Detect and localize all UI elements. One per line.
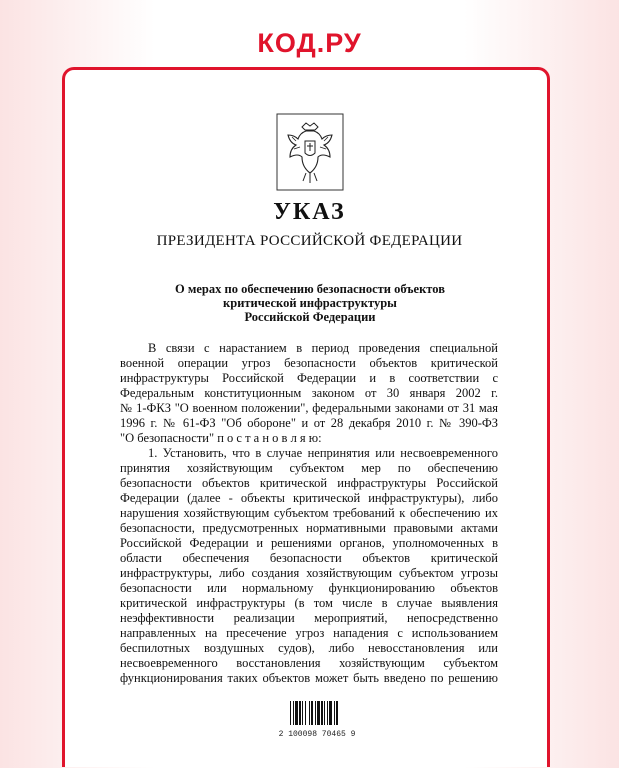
body-line: № 1-ФКЗ "О военном положении", федеральными законами от 31 мая <box>120 401 498 415</box>
body-line: несвоевременного восстановления хозяйствующим субъектом <box>120 656 498 670</box>
heading-line: Российской Федерации <box>244 310 376 324</box>
body-line: военной операции угроз безопасности объектов критической <box>120 356 498 370</box>
body-line: "О безопасности" п о с т а н о в л я ю: <box>120 431 322 445</box>
document-subtitle: ПРЕЗИДЕНТА РОССИЙСКОЙ ФЕДЕРАЦИИ <box>156 233 463 249</box>
body-line: инфраструктуры Российской Федерации и в соответствии с <box>120 371 498 385</box>
body-line: нарушения хозяйствующим субъектом требований к обеспечению их <box>120 506 498 520</box>
document-title: УКАЗ <box>273 199 346 225</box>
heading-line: критической инфраструктуры <box>223 296 397 310</box>
document-heading <box>150 282 470 324</box>
body-line: Федеральным конституционным законом от 30 января 2002 г. <box>120 386 498 400</box>
body-line: функционирования таких объектов может быть введено по решению <box>120 671 498 685</box>
body-line: направленных на пресечение угроз нападения с использованием <box>120 626 498 640</box>
body-line: 1. Установить, что в случае непринятия или несвоевременного <box>148 446 498 460</box>
body-line: 1996 г. № 61-ФЗ "Об обороне" и от 28 декабря 2010 г. № 390-ФЗ <box>120 416 498 430</box>
body-line: Российской Федерации и решениями органов, уполномоченных в <box>120 536 498 550</box>
coat-of-arms-icon <box>276 113 344 191</box>
body-line: критической инфраструктуры (в том числе в случае выявления <box>120 596 498 610</box>
body-line: В связи с нарастанием в период проведения специальной <box>148 341 498 355</box>
body-line: безопасности или нормальному функционированию объектов <box>120 581 498 595</box>
document-body <box>120 341 498 686</box>
barcode-icon <box>289 697 357 727</box>
body-line: Федерации (далее - объекты критической инфраструктуры), либо <box>120 491 498 505</box>
body-line: безопасности объектов критической инфраструктуры Российской <box>120 476 498 490</box>
barcode-number: 2 100098 70465 9 <box>278 730 356 739</box>
heading-line: О мерах по обеспечению безопасности объектов <box>175 282 445 296</box>
body-line: инфраструктуры, либо создания хозяйствующим субъектом угрозы <box>120 566 498 580</box>
body-line: области обеспечения безопасности объектов критической <box>120 551 498 565</box>
body-line: беспилотных воздушных судов), либо невосстановления или <box>120 641 498 655</box>
body-line: принятия хозяйствующим субъектом мер по обеспечению <box>120 461 498 475</box>
site-logo[interactable]: КОД.РУ <box>257 28 362 58</box>
body-line: безопасности, предусмотренных нормативными правовыми актами <box>120 521 498 535</box>
body-line: неэффективности реализации мероприятий, непосредственно <box>120 611 498 625</box>
